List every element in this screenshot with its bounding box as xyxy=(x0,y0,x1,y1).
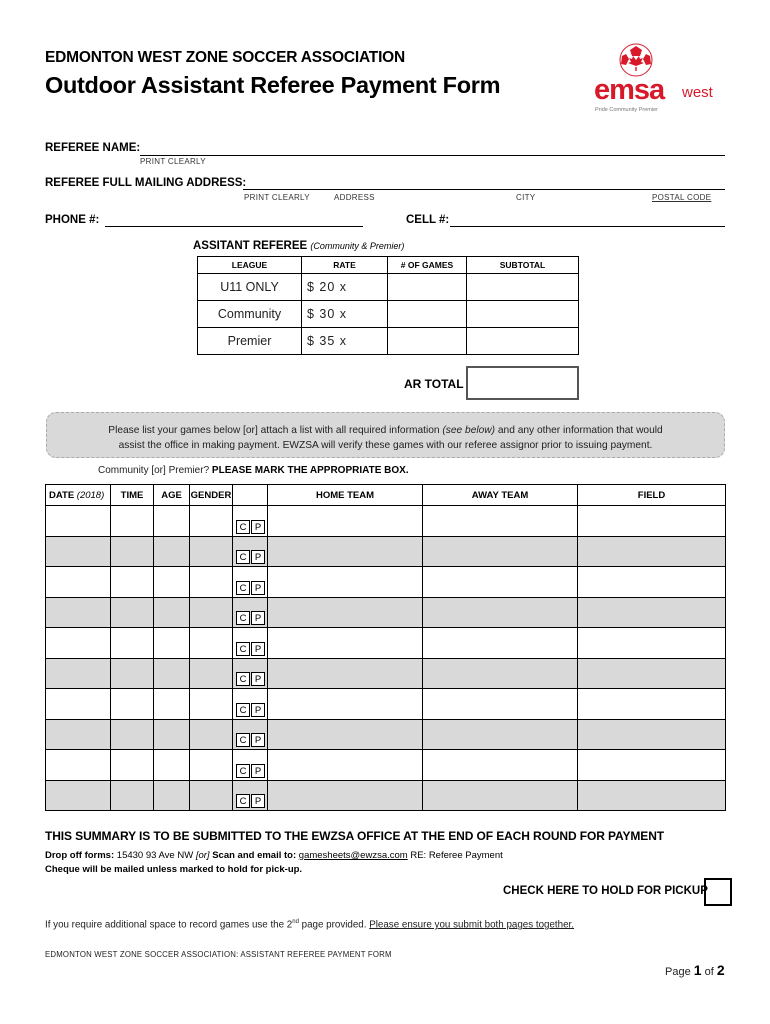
date-input[interactable] xyxy=(46,567,111,598)
league-community: Community xyxy=(198,301,302,328)
rates-table xyxy=(197,256,579,355)
dropoff-or: [or] xyxy=(195,850,210,861)
premier-checkbox[interactable]: P xyxy=(251,520,265,534)
away-team-input[interactable] xyxy=(423,506,578,537)
league-mark-cell xyxy=(233,536,268,567)
dropoff-info xyxy=(45,850,503,861)
game-row xyxy=(46,567,726,598)
form-footer-name: EDMONTON WEST ZONE SOCCER ASSOCIATION: ASSISTANT REFEREE PAYMENT FORM xyxy=(45,950,392,959)
time-input[interactable] xyxy=(111,506,154,537)
gender-input[interactable] xyxy=(190,536,233,567)
gender-input[interactable] xyxy=(190,658,233,689)
extra-sup: nd xyxy=(292,919,299,925)
rate-row xyxy=(198,274,579,301)
away-team-input[interactable] xyxy=(423,689,578,720)
time-input[interactable] xyxy=(111,658,154,689)
gender-input[interactable] xyxy=(190,719,233,750)
prompt-bold: PLEASE MARK THE APPROPRIATE BOX. xyxy=(211,465,409,476)
col-time: TIME xyxy=(111,485,154,506)
community-checkbox[interactable]: C xyxy=(236,581,250,595)
rates-heading-text: ASSITANT REFEREE xyxy=(193,240,308,252)
community-checkbox[interactable]: C xyxy=(236,550,250,564)
age-input[interactable] xyxy=(154,658,190,689)
community-checkbox[interactable]: C xyxy=(236,764,250,778)
time-input[interactable] xyxy=(111,628,154,659)
away-team-input[interactable] xyxy=(423,536,578,567)
home-team-input[interactable] xyxy=(268,658,423,689)
rate-row xyxy=(198,328,579,355)
game-row xyxy=(46,750,726,781)
phone-label: PHONE #: xyxy=(45,214,100,226)
time-input[interactable] xyxy=(111,536,154,567)
community-checkbox[interactable]: C xyxy=(236,642,250,656)
home-team-input[interactable] xyxy=(268,719,423,750)
league-mark-cell xyxy=(233,628,268,659)
submission-summary: THIS SUMMARY IS TO BE SUBMITTED TO THE EWZSA OFFICE AT THE END OF EACH ROUND FOR PAYMENT xyxy=(45,829,664,843)
home-team-input[interactable] xyxy=(268,506,423,537)
league-mark-cell xyxy=(233,597,268,628)
gender-input[interactable] xyxy=(190,750,233,781)
league-mark-cell xyxy=(233,750,268,781)
field-input[interactable] xyxy=(578,750,726,781)
page-current: 1 xyxy=(693,962,702,978)
date-input[interactable] xyxy=(46,597,111,628)
date-input[interactable] xyxy=(46,658,111,689)
away-team-input[interactable] xyxy=(423,597,578,628)
instructions-notice xyxy=(46,412,725,458)
emsa-logo xyxy=(588,40,728,120)
age-input[interactable] xyxy=(154,506,190,537)
gender-input[interactable] xyxy=(190,780,233,811)
premier-checkbox[interactable]: P xyxy=(251,672,265,686)
game-row xyxy=(46,536,726,567)
premier-checkbox[interactable]: P xyxy=(251,550,265,564)
address-sublabel: ADDRESS xyxy=(334,193,375,202)
away-team-input[interactable] xyxy=(423,567,578,598)
away-team-input[interactable] xyxy=(423,750,578,781)
col-date-year: (2018) xyxy=(76,489,105,501)
rate-premier: $ 35 x xyxy=(302,328,388,355)
rates-heading-note: (Community & Premier) xyxy=(310,241,405,251)
game-row xyxy=(46,506,726,537)
logo-tagline: Pride Community Premier xyxy=(595,107,658,113)
age-input[interactable] xyxy=(154,719,190,750)
referee-name-label: REFEREE NAME: xyxy=(45,142,141,154)
col-league-mark xyxy=(233,485,268,506)
notice-line-2: assist the office in making payment. EWZSA will verify these games with our referee assignor prior to issuing payment. xyxy=(118,440,653,451)
phone-field[interactable] xyxy=(105,226,363,227)
game-row xyxy=(46,658,726,689)
logo-emsa-text: emsa xyxy=(594,74,665,106)
page-title: Outdoor Assistant Referee Payment Form xyxy=(45,72,501,98)
dropoff-label: Drop off forms: xyxy=(45,850,115,861)
dropoff-address: 15430 93 Ave NW xyxy=(114,850,196,861)
games-premier-input[interactable] xyxy=(388,328,467,355)
league-mark-cell xyxy=(233,719,268,750)
league-mark-cell xyxy=(233,567,268,598)
game-rows xyxy=(46,506,726,811)
hold-pickup-checkbox[interactable] xyxy=(704,878,732,906)
date-input[interactable] xyxy=(46,689,111,720)
premier-checkbox[interactable]: P xyxy=(251,764,265,778)
home-team-input[interactable] xyxy=(268,597,423,628)
field-input[interactable] xyxy=(578,506,726,537)
home-team-input[interactable] xyxy=(268,567,423,598)
away-team-input[interactable] xyxy=(423,719,578,750)
games-table xyxy=(45,484,726,811)
community-checkbox[interactable]: C xyxy=(236,733,250,747)
rates-heading xyxy=(193,240,404,252)
col-num-games: # OF GAMES xyxy=(388,257,467,274)
community-checkbox[interactable]: C xyxy=(236,703,250,717)
extra-space-note xyxy=(45,919,574,930)
cheque-note: Cheque will be mailed unless marked to hold for pick-up. xyxy=(45,864,303,875)
premier-checkbox[interactable]: P xyxy=(251,581,265,595)
age-input[interactable] xyxy=(154,628,190,659)
prompt-text: Community [or] Premier? xyxy=(98,465,212,476)
ar-total-input[interactable] xyxy=(466,366,579,400)
date-input[interactable] xyxy=(46,750,111,781)
community-checkbox[interactable]: C xyxy=(236,611,250,625)
field-input[interactable] xyxy=(578,658,726,689)
subtotal-u11-input[interactable] xyxy=(467,274,579,301)
hold-pickup-label: CHECK HERE TO HOLD FOR PICKUP xyxy=(503,885,708,897)
col-age: AGE xyxy=(154,485,190,506)
rate-community: $ 30 x xyxy=(302,301,388,328)
community-checkbox[interactable]: C xyxy=(236,672,250,686)
league-mark-cell xyxy=(233,658,268,689)
ar-total-label: AR TOTAL xyxy=(404,377,464,391)
age-input[interactable] xyxy=(154,597,190,628)
scan-label: Scan and email to: xyxy=(209,850,297,861)
page-of: of xyxy=(701,966,717,978)
premier-checkbox[interactable]: P xyxy=(251,611,265,625)
home-team-input[interactable] xyxy=(268,536,423,567)
extra-text-a: If you require additional space to record games use the 2 xyxy=(45,919,293,931)
game-row xyxy=(46,689,726,720)
notice-italic: (see below) xyxy=(442,425,496,436)
age-input[interactable] xyxy=(154,780,190,811)
gender-input[interactable] xyxy=(190,689,233,720)
premier-checkbox[interactable]: P xyxy=(251,733,265,747)
col-away-team: AWAY TEAM xyxy=(423,485,578,506)
community-checkbox[interactable]: C xyxy=(236,520,250,534)
print-clearly-note: PRINT CLEARLY xyxy=(140,157,206,166)
field-input[interactable] xyxy=(578,689,726,720)
subtotal-community-input[interactable] xyxy=(467,301,579,328)
col-rate: RATE xyxy=(302,257,388,274)
cell-label: CELL #: xyxy=(406,214,450,226)
city-sublabel: CITY xyxy=(516,193,536,202)
gender-input[interactable] xyxy=(190,567,233,598)
field-input[interactable] xyxy=(578,628,726,659)
league-mark-cell xyxy=(233,506,268,537)
league-mark-cell xyxy=(233,780,268,811)
league-select-prompt xyxy=(98,465,409,476)
address-print-clearly-note: PRINT CLEARLY xyxy=(244,193,310,202)
games-community-input[interactable] xyxy=(388,301,467,328)
field-input[interactable] xyxy=(578,597,726,628)
time-input[interactable] xyxy=(111,567,154,598)
date-input[interactable] xyxy=(46,536,111,567)
col-date xyxy=(46,485,111,506)
time-input[interactable] xyxy=(111,689,154,720)
subtotal-premier-input[interactable] xyxy=(467,328,579,355)
cell-field[interactable] xyxy=(450,226,725,227)
time-input[interactable] xyxy=(111,597,154,628)
league-premier: Premier xyxy=(198,328,302,355)
mailing-address-field[interactable] xyxy=(243,189,725,190)
home-team-input[interactable] xyxy=(268,750,423,781)
notice-line-1 xyxy=(47,423,724,438)
notice-text-a: Please list your games below [or] attach a list with all required information xyxy=(108,425,443,436)
postal-code-sublabel: POSTAL CODE xyxy=(652,193,712,202)
games-u11-input[interactable] xyxy=(388,274,467,301)
time-input[interactable] xyxy=(111,750,154,781)
premier-checkbox[interactable]: P xyxy=(251,703,265,717)
email-link[interactable]: gamesheets@ewzsa.com xyxy=(298,850,408,861)
col-field: FIELD xyxy=(578,485,726,506)
rate-row xyxy=(198,301,579,328)
organization-name: EDMONTON WEST ZONE SOCCER ASSOCIATION xyxy=(45,49,406,66)
premier-checkbox[interactable]: P xyxy=(251,794,265,808)
rate-u11: $ 20 x xyxy=(302,274,388,301)
date-input[interactable] xyxy=(46,719,111,750)
age-input[interactable] xyxy=(154,750,190,781)
page-word: Page xyxy=(665,966,694,978)
notice-text-b: and any other information that would xyxy=(495,425,663,436)
age-input[interactable] xyxy=(154,689,190,720)
extra-text-b: page provided. xyxy=(298,919,370,931)
email-subject: RE: Referee Payment xyxy=(407,850,503,861)
field-input[interactable] xyxy=(578,719,726,750)
col-date-text: DATE xyxy=(49,489,75,501)
league-mark-cell xyxy=(233,689,268,720)
home-team-input[interactable] xyxy=(268,628,423,659)
game-row xyxy=(46,597,726,628)
age-input[interactable] xyxy=(154,567,190,598)
page-number xyxy=(665,962,725,978)
gender-input[interactable] xyxy=(190,506,233,537)
age-input[interactable] xyxy=(154,536,190,567)
page-total: 2 xyxy=(716,962,725,978)
field-input[interactable] xyxy=(578,567,726,598)
away-team-input[interactable] xyxy=(423,628,578,659)
gender-input[interactable] xyxy=(190,597,233,628)
col-subtotal: SUBTOTAL xyxy=(467,257,579,274)
referee-name-field[interactable] xyxy=(140,155,725,156)
date-input[interactable] xyxy=(46,506,111,537)
date-input[interactable] xyxy=(46,780,111,811)
extra-underline: Please ensure you submit both pages together. xyxy=(369,919,574,931)
community-checkbox[interactable]: C xyxy=(236,794,250,808)
away-team-input[interactable] xyxy=(423,780,578,811)
gender-input[interactable] xyxy=(190,628,233,659)
game-row xyxy=(46,628,726,659)
time-input[interactable] xyxy=(111,719,154,750)
col-home-team: HOME TEAM xyxy=(268,485,423,506)
time-input[interactable] xyxy=(111,780,154,811)
home-team-input[interactable] xyxy=(268,689,423,720)
home-team-input[interactable] xyxy=(268,780,423,811)
field-input[interactable] xyxy=(578,780,726,811)
date-input[interactable] xyxy=(46,628,111,659)
premier-checkbox[interactable]: P xyxy=(251,642,265,656)
field-input[interactable] xyxy=(578,536,726,567)
col-gender: GENDER xyxy=(190,485,233,506)
league-u11: U11 ONLY xyxy=(198,274,302,301)
col-league: LEAGUE xyxy=(198,257,302,274)
game-row xyxy=(46,719,726,750)
game-row xyxy=(46,780,726,811)
mailing-address-label: REFEREE FULL MAILING ADDRESS: xyxy=(45,177,247,189)
logo-west-text: west xyxy=(682,84,713,101)
away-team-input[interactable] xyxy=(423,658,578,689)
